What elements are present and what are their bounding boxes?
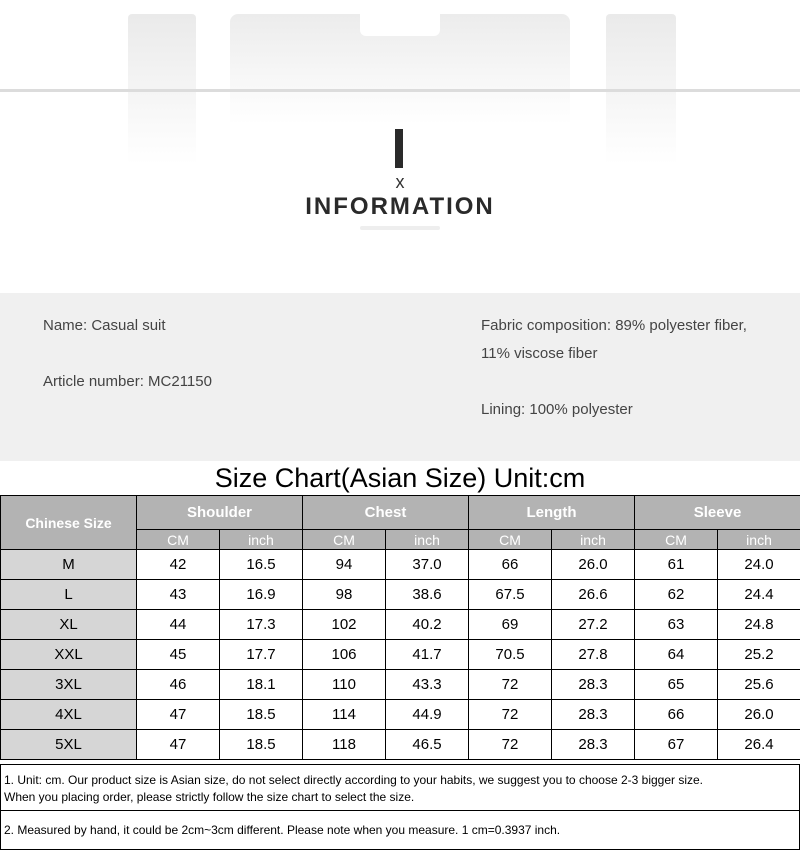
group-header-length: Length: [469, 496, 635, 530]
measurement-cell: 72: [469, 700, 552, 730]
measurement-cell: 38.6: [386, 580, 469, 610]
article-number: Article number: MC21150: [43, 373, 212, 390]
table-row: [1, 580, 800, 610]
fabric-composition-line2: 11% viscose fiber: [481, 345, 598, 362]
unit-header: CM: [303, 530, 386, 550]
size-note-2: 2. Measured by hand, it could be 2cm~3cm different. Please note when you measure. 1 cm=0.3937 inch.: [0, 810, 800, 850]
table-row: [1, 700, 800, 730]
size-label: XL: [1, 610, 137, 640]
measurement-cell: 37.0: [386, 550, 469, 580]
measurement-cell: 43.3: [386, 670, 469, 700]
measurement-cell: 24.4: [718, 580, 800, 610]
size-rows: [1, 550, 800, 760]
group-header-chest: Chest: [303, 496, 469, 530]
size-label: XXL: [1, 640, 137, 670]
measurement-cell: 25.2: [718, 640, 800, 670]
size-chart: [0, 461, 800, 853]
measurement-cell: 67: [635, 730, 718, 760]
measurement-cell: 18.5: [220, 730, 303, 760]
measurement-cell: 26.4: [718, 730, 800, 760]
measurement-cell: 46: [137, 670, 220, 700]
unit-header: inch: [718, 530, 800, 550]
measurement-cell: 16.9: [220, 580, 303, 610]
measurement-cell: 69: [469, 610, 552, 640]
measurement-cell: 94: [303, 550, 386, 580]
measurement-cell: 27.8: [552, 640, 635, 670]
measurement-cell: 63: [635, 610, 718, 640]
measurement-cell: 98: [303, 580, 386, 610]
table-row: [1, 610, 800, 640]
measurement-cell: 66: [469, 550, 552, 580]
size-note-1-line1: 1. Unit: cm. Our product size is Asian size, do not select directly according to your habits, we suggest you to choose 2-3 bigger size.: [4, 773, 704, 787]
size-chart-title: Size Chart(Asian Size) Unit:cm: [214, 463, 586, 493]
measurement-cell: 47: [137, 700, 220, 730]
unit-header: CM: [137, 530, 220, 550]
measurement-cell: 110: [303, 670, 386, 700]
size-note-1: [0, 764, 800, 811]
size-label: 4XL: [1, 700, 137, 730]
measurement-cell: 24.0: [718, 550, 800, 580]
lining-info: Lining: 100% polyester: [481, 401, 633, 418]
size-label: M: [1, 550, 137, 580]
measurement-cell: 25.6: [718, 670, 800, 700]
size-note-1-line2: When you placing order, please strictly follow the size chart to select the size.: [4, 790, 415, 804]
measurement-cell: 40.2: [386, 610, 469, 640]
measurement-cell: 45: [137, 640, 220, 670]
measurement-cell: 72: [469, 730, 552, 760]
measurement-cell: 44: [137, 610, 220, 640]
measurement-cell: 106: [303, 640, 386, 670]
measurement-cell: 61: [635, 550, 718, 580]
size-label: L: [1, 580, 137, 610]
measurement-cell: 27.2: [552, 610, 635, 640]
header-title: INFORMATION: [305, 193, 495, 220]
measurement-cell: 47: [137, 730, 220, 760]
unit-header: inch: [386, 530, 469, 550]
header-divider: [0, 89, 800, 92]
size-label: 3XL: [1, 670, 137, 700]
size-table: [0, 495, 800, 760]
measurement-cell: 62: [635, 580, 718, 610]
measurement-cell: 28.3: [552, 730, 635, 760]
header-faint-underline: [360, 226, 440, 230]
measurement-cell: 18.1: [220, 670, 303, 700]
unit-header: CM: [469, 530, 552, 550]
measurement-cell: 42: [137, 550, 220, 580]
measurement-cell: 28.3: [552, 700, 635, 730]
measurement-cell: 26.6: [552, 580, 635, 610]
fabric-composition-line1: Fabric composition: 89% polyester fiber,: [481, 317, 747, 334]
measurement-cell: 17.7: [220, 640, 303, 670]
measurement-cell: 64: [635, 640, 718, 670]
measurement-cell: 102: [303, 610, 386, 640]
table-row: [1, 670, 800, 700]
unit-header: inch: [552, 530, 635, 550]
product-name: Name: Casual suit: [43, 317, 166, 334]
unit-header: inch: [220, 530, 303, 550]
header-symbol: x: [395, 172, 405, 192]
measurement-cell: 16.5: [220, 550, 303, 580]
measurement-cell: 70.5: [469, 640, 552, 670]
measurement-cell: 65: [635, 670, 718, 700]
measurement-cell: 41.7: [386, 640, 469, 670]
size-column-header: Chinese Size: [1, 496, 137, 550]
decorative-collar-shape: [360, 0, 440, 36]
measurement-cell: 17.3: [220, 610, 303, 640]
measurement-cell: 118: [303, 730, 386, 760]
measurement-cell: 72: [469, 670, 552, 700]
header-bar-mark: [395, 129, 403, 168]
table-row: [1, 730, 800, 760]
size-label: 5XL: [1, 730, 137, 760]
measurement-cell: 67.5: [469, 580, 552, 610]
group-header-shoulder: Shoulder: [137, 496, 303, 530]
measurement-cell: 44.9: [386, 700, 469, 730]
measurement-cell: 43: [137, 580, 220, 610]
measurement-cell: 26.0: [718, 700, 800, 730]
unit-header: CM: [635, 530, 718, 550]
measurement-cell: 46.5: [386, 730, 469, 760]
measurement-cell: 114: [303, 700, 386, 730]
measurement-cell: 18.5: [220, 700, 303, 730]
measurement-cell: 28.3: [552, 670, 635, 700]
measurement-cell: 26.0: [552, 550, 635, 580]
table-row: [1, 640, 800, 670]
measurement-cell: 24.8: [718, 610, 800, 640]
table-row: [1, 550, 800, 580]
measurement-cell: 66: [635, 700, 718, 730]
information-header: [0, 0, 800, 293]
product-info-band: [0, 293, 800, 461]
group-header-sleeve: Sleeve: [635, 496, 800, 530]
